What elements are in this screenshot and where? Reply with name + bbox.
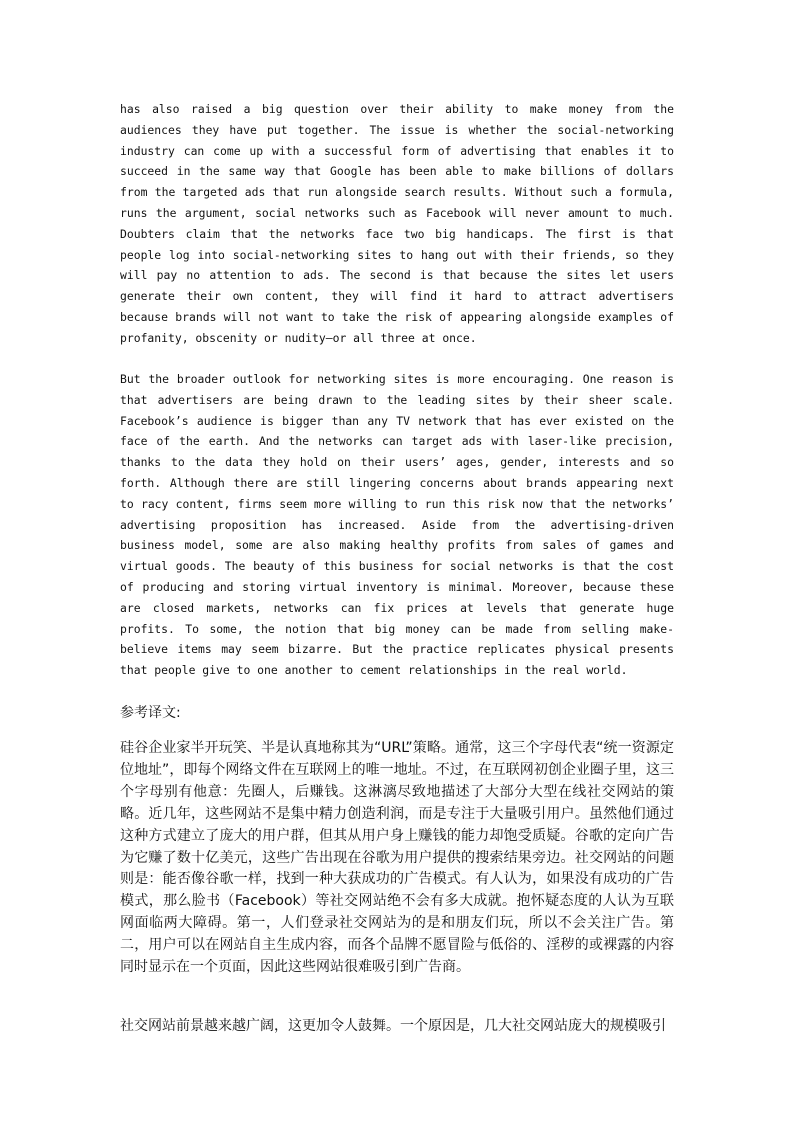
- english-paragraph: has also raised a big question over their ability to make money from the audiences they have put together. The issue is whether the social-networking industry can come up with a successful form of advertising that enables it to succeed in the same way that Google has been able to make billions of dollars from the targeted ads that run alongside search results. Without such a formula, runs the argument, social networks such as Facebook will never amount to much. Doubters claim that the networks face two big handicaps. The first is that people log into social-networking sites to hang out with their friends, so they will pay no attention to ads. The second is that because the sites let users generate their own content, they will find it hard to attract advertisers because brands will not want to take the risk of appearing alongside examples of profanity, obscenity or nudity—or all three at once.: [120, 102, 674, 345]
- chinese-paragraph: 硅谷企业家半开玩笑、半是认真地称其为“URL”策略。通常，这三个字母代表“统一资源定位地址”，即每个网络文件在互联网上的唯一地址。不过，在互联网初创企业圈子里，这三个字母别有他意：先圈人，后赚钱。这淋漓尽致地描述了大部分大型在线社交网站的策略。近几年，这些网站不是集中精力创造利润，而是专注于大量吸引用户。虽然他们通过这种方式建立了庞大的用户群，但其从用户身上赚钱的能力却饱受质疑。谷歌的定向广告为它赚了数十亿美元，这些广告出现在谷歌为用户提供的搜索结果旁边。社交网站的问题则是：能否像谷歌一样，找到一种大获成功的广告模式。有人认为，如果没有成功的广告模式，那么脸书（Facebook）等社交网站绝不会有多大成就。抱怀疑态度的人认为互联网面临两大障碍。第一，人们登录社交网站为的是和朋友们玩，所以不会关注广告。第二，用户可以在网站自主生成内容，而各个品牌不愿冒险与低俗的、淫秽的或裸露的内容同时显示在一个页面，因此这些网站很难吸引到广告商。: [120, 740, 674, 976]
- english-paragraph: But the broader outlook for networking sites is more encouraging. One reason is that advertisers are being drawn to the leading sites by their sheer scale. Facebook’s audience is bigger than any TV network that has ever existed on the face of the earth. And the networks can target ads with laser-like precision, thanks to the data they hold on their users’ ages, gender, interests and so forth. Although there are still lingering concerns about brands appearing next to racy content, firms seem more willing to run this risk now that the networks’ advertising proposition has increased. Aside from the advertising-driven business model, some are also making healthy profits from sales of games and virtual goods. The beauty of this business for social networks is that the cost of producing and storing virtual inventory is minimal. Moreover, because these are closed markets, networks can fix prices at levels that generate huge profits. To some, the notion that big money can be made from selling make-believe items may seem bizarre. But the practice replicates physical presents that people give to one another to cement relationships in the real world.: [120, 372, 674, 678]
- chinese-paragraph: 社交网站前景越来越广阔，这更加令人鼓舞。一个原因是，几大社交网站庞大的规模吸引: [120, 1018, 666, 1034]
- translation-heading: 参考译文:: [120, 705, 181, 721]
